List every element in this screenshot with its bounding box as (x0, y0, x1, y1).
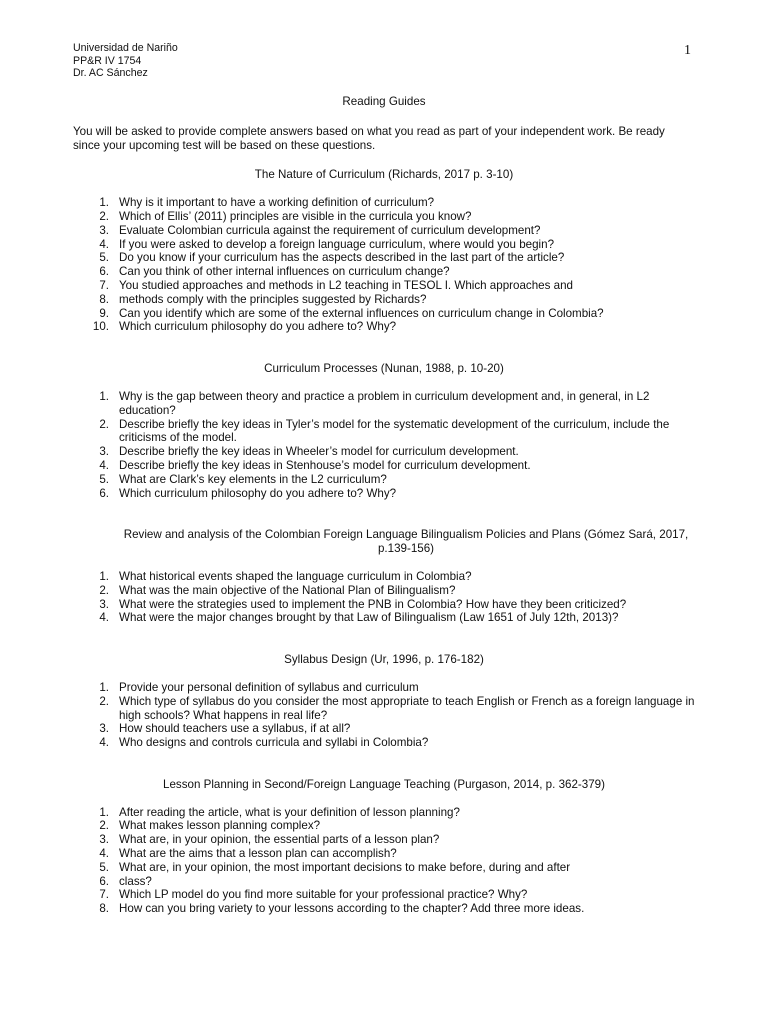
question-number: 4. (99, 736, 109, 750)
question-number: 2. (99, 583, 109, 597)
question-text: How can you bring variety to your lessons according to the chapter? Add three more ideas. (119, 902, 585, 916)
question-item (73, 390, 695, 418)
question-item (73, 279, 695, 293)
question-number: 6. (99, 486, 109, 500)
question-item (73, 238, 695, 252)
question-number: 1. (99, 569, 109, 583)
question-number: 4. (99, 237, 109, 251)
question-text: Which curriculum philosophy do you adhere to? Why? (119, 486, 397, 500)
question-text: methods comply with the principles suggested by Richards? (119, 292, 427, 306)
question-text: How should teachers use a syllabus, if at all? (119, 722, 351, 736)
question-list (73, 196, 695, 334)
question-number: 5. (99, 860, 109, 874)
question-item (73, 196, 695, 210)
question-text: What are, in your opinion, the most important decisions to make before, during and after (119, 860, 571, 874)
question-number: 4. (99, 458, 109, 472)
question-item (73, 224, 695, 238)
question-text: Can you think of other internal influences on curriculum change? (119, 265, 450, 279)
question-item (73, 847, 695, 861)
question-text: Why is it important to have a working definition of curriculum? (119, 196, 435, 210)
question-text: What makes lesson planning complex? (119, 819, 321, 833)
reading-section (73, 653, 695, 750)
question-text: What are, in your opinion, the essential parts of a lesson plan? (119, 833, 440, 847)
question-item (73, 251, 695, 265)
document-title: Reading Guides (342, 95, 426, 108)
question-text: Why is the gap between theory and practice a problem in curriculum development and, in general, in L2 education? (119, 389, 650, 417)
question-number: 2. (99, 819, 109, 833)
question-item (73, 806, 695, 820)
question-number: 7. (99, 278, 109, 292)
question-text: Who designs and controls curricula and syllabi in Colombia? (119, 736, 429, 750)
question-number: 5. (99, 472, 109, 486)
question-item (73, 861, 695, 875)
question-text: Evaluate Colombian curricula against the requirement of curriculum development? (119, 223, 541, 237)
question-text: What were the strategies used to implement the PNB in Colombia? How have they been criticized? (119, 597, 627, 611)
institution-name: Universidad de Nariño (73, 42, 178, 54)
question-item (73, 681, 695, 695)
question-number: 1. (99, 389, 109, 403)
question-number: 1. (99, 196, 109, 210)
section-title: Lesson Planning in Second/Foreign Language Teaching (Purgason, 2014, p. 362-379) (163, 777, 605, 791)
question-item (73, 888, 695, 902)
question-item (73, 570, 695, 584)
question-list (73, 806, 695, 916)
question-text: Which of Ellis’ (2011) principles are visible in the curricula you know? (119, 209, 472, 223)
question-item (73, 584, 695, 598)
question-item (73, 418, 695, 446)
question-number: 3. (99, 445, 109, 459)
question-text: Which curriculum philosophy do you adhere to? Why? (119, 320, 397, 334)
course-code: PP&R IV 1754 (73, 54, 142, 67)
question-item (73, 695, 695, 723)
question-text: What historical events shaped the language curriculum in Colombia? (119, 569, 472, 583)
question-number: 3. (99, 722, 109, 736)
question-number: 6. (99, 265, 109, 279)
question-text: Describe briefly the key ideas in Stenhouse’s model for curriculum development. (119, 458, 531, 472)
question-item (73, 293, 695, 307)
question-list (73, 681, 695, 750)
question-item (73, 320, 695, 334)
question-text: What are the aims that a lesson plan can accomplish? (119, 847, 397, 861)
question-text: Do you know if your curriculum has the aspects described in the last part of the article? (119, 251, 565, 265)
question-item (73, 722, 695, 736)
question-item (73, 833, 695, 847)
question-text: Can you identify which are some of the external influences on curriculum change in Colombia? (119, 306, 604, 320)
question-text: class? (119, 874, 152, 888)
reading-section (73, 778, 695, 916)
question-item (73, 459, 695, 473)
question-item (73, 487, 695, 501)
question-item (73, 307, 695, 321)
question-item (73, 875, 695, 889)
question-number: 3. (99, 597, 109, 611)
question-item (73, 473, 695, 487)
question-text: Which type of syllabus do you consider the most appropriate to teach English or French as a foreign language in high schools? What happens in real life? (119, 694, 695, 722)
question-text: Describe briefly the key ideas in Wheeler’s model for curriculum development. (119, 445, 519, 459)
question-list (73, 390, 695, 500)
question-number: 8. (99, 292, 109, 306)
question-number: 2. (99, 417, 109, 431)
section-title: The Nature of Curriculum (Richards, 2017 p. 3-10) (254, 168, 514, 182)
question-text: What was the main objective of the National Plan of Bilingualism? (119, 583, 456, 597)
question-text: Describe briefly the key ideas in Tyler’s model for the systematic development of the curriculum, include the criticisms of the model. (119, 417, 670, 445)
question-item (73, 598, 695, 612)
question-item (73, 265, 695, 279)
question-number: 4. (99, 847, 109, 861)
page-number: 1 (684, 43, 691, 58)
question-number: 1. (99, 680, 109, 694)
question-text: Provide your personal definition of syllabus and curriculum (119, 680, 419, 694)
question-text: What were the major changes brought by that Law of Bilingualism (Law 1651 of July 12th, 2013)? (119, 611, 619, 625)
question-item (73, 210, 695, 224)
section-title: Curriculum Processes (Nunan, 1988, p. 10-20) (264, 362, 504, 376)
question-number: 2. (99, 694, 109, 708)
question-number: 2. (99, 209, 109, 223)
question-text: Which LP model do you find more suitable for your professional practice? Why? (119, 888, 528, 902)
instructor-name: Dr. AC Sánchez (73, 67, 148, 80)
question-text: You studied approaches and methods in L2 teaching in TESOL I. Which approaches and (119, 278, 573, 292)
question-number: 3. (99, 223, 109, 237)
reading-section (73, 168, 695, 334)
question-number: 7. (99, 888, 109, 902)
document-header (73, 42, 178, 80)
reading-section (73, 528, 695, 625)
question-item (73, 819, 695, 833)
question-text: What are Clark’s key elements in the L2 curriculum? (119, 472, 387, 486)
question-item (73, 736, 695, 750)
question-text: After reading the article, what is your definition of lesson planning? (119, 805, 460, 819)
question-number: 6. (99, 874, 109, 888)
section-title: Syllabus Design (Ur, 1996, p. 176-182) (284, 653, 484, 667)
question-item (73, 611, 695, 625)
question-number: 10. (92, 320, 109, 334)
intro-paragraph: You will be asked to provide complete answers based on what you read as part of your independent work. Be ready since your upcoming test will be based on these questions. (73, 124, 665, 152)
question-number: 3. (99, 833, 109, 847)
reading-section (73, 362, 695, 500)
question-text: If you were asked to develop a foreign language curriculum, where would you begin? (119, 237, 555, 251)
question-list (73, 570, 695, 625)
question-number: 1. (99, 805, 109, 819)
question-number: 4. (99, 611, 109, 625)
question-item (73, 902, 695, 916)
section-title: Review and analysis of the Colombian Foreign Language Bilingualism Policies and Plans (Gómez Sará, 2017, p.139-156) (123, 528, 689, 556)
question-number: 8. (99, 902, 109, 916)
question-number: 5. (99, 251, 109, 265)
question-item (73, 445, 695, 459)
question-number: 9. (99, 306, 109, 320)
document-body (73, 95, 695, 916)
